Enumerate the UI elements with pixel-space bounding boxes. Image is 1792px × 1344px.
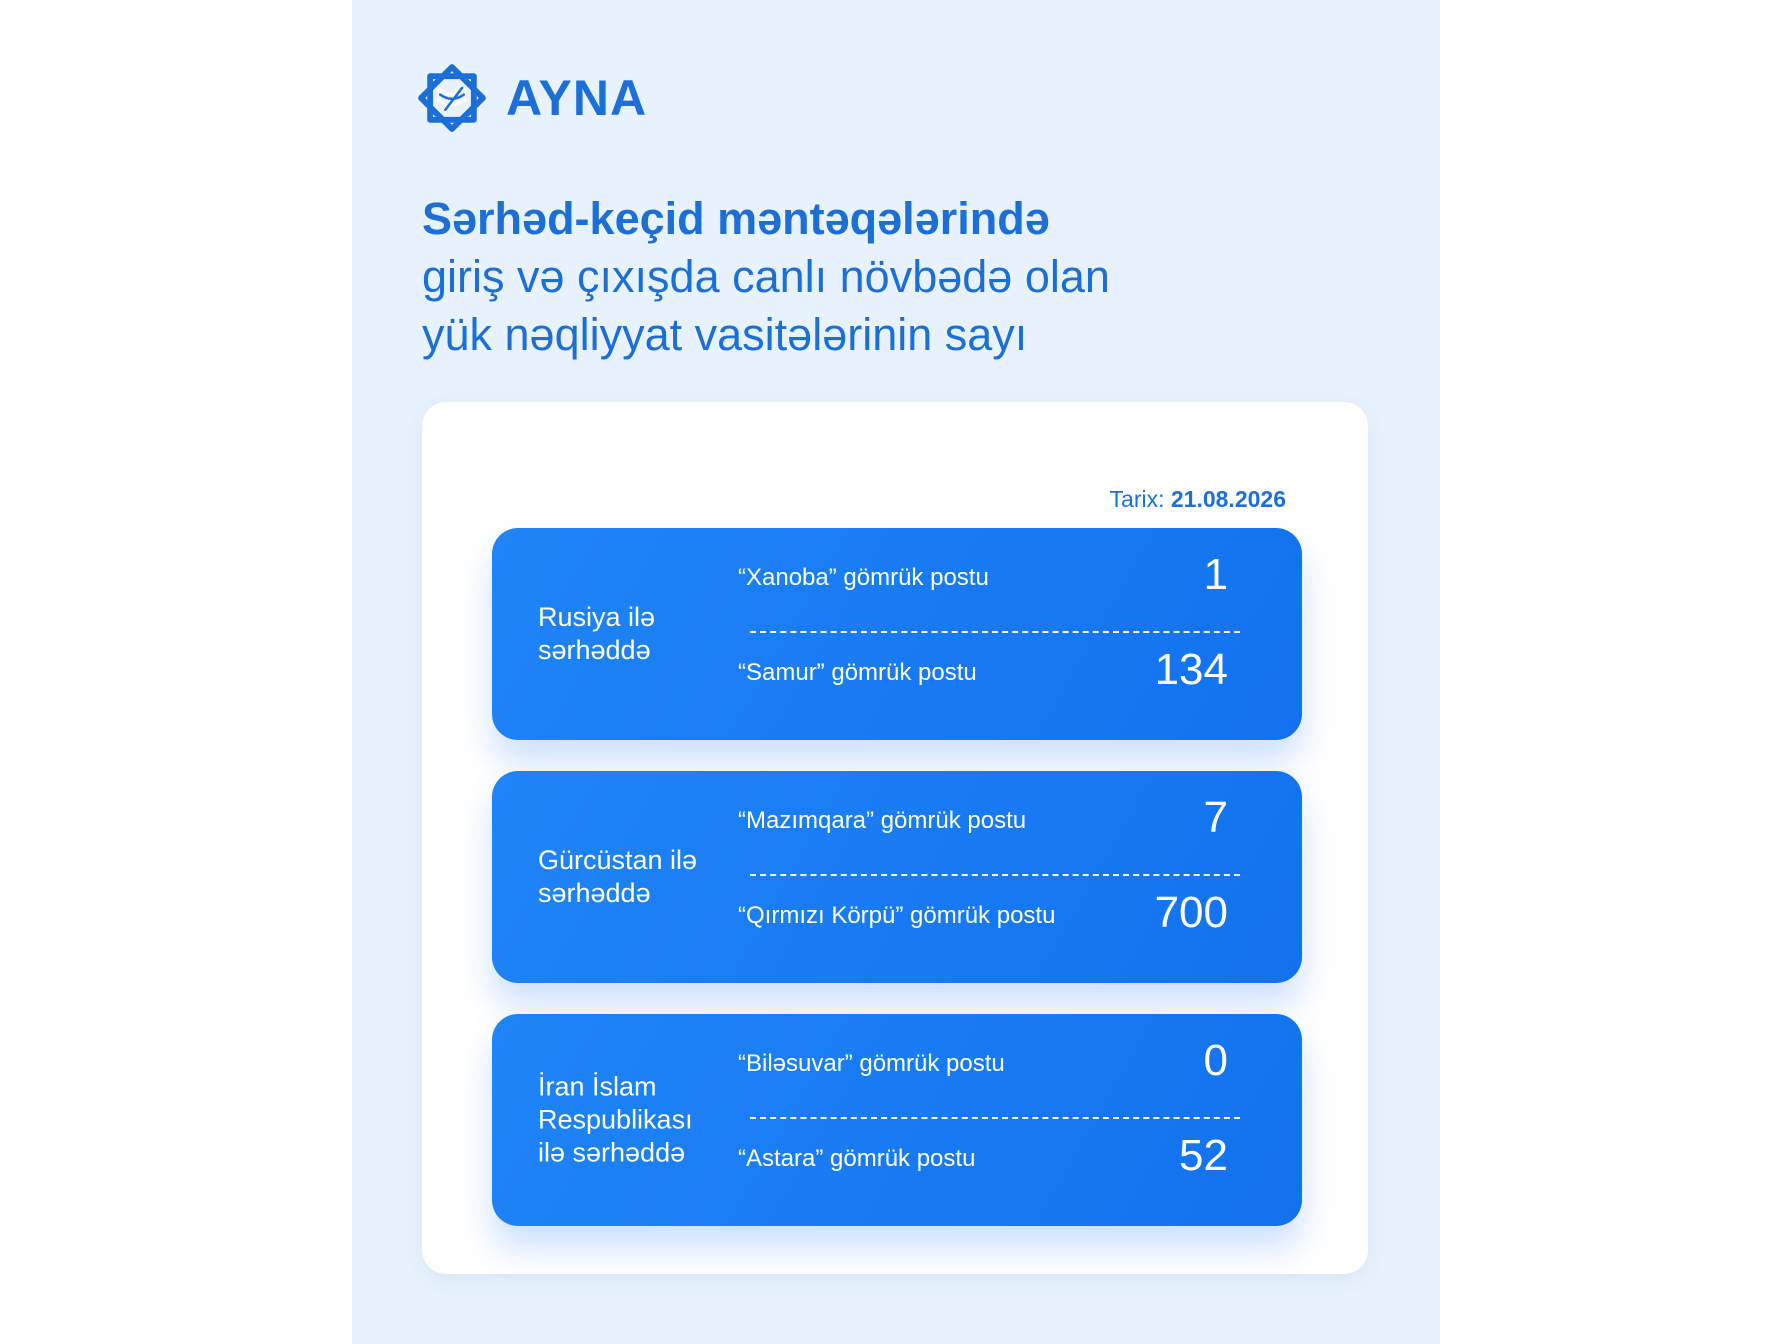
title-line-1: Sərhəd-keçid məntəqələrində [422, 193, 1050, 244]
brand-name: AYNA [506, 70, 648, 126]
border-name: İran İslam Respublikası ilə sərhəddə [538, 1071, 693, 1168]
date-label: Tarix: [1109, 486, 1165, 512]
post-label: “Qırmızı Körpü” gömrük postu [738, 902, 1056, 929]
border-name: Gürcüstan ilə sərhəddə [538, 845, 698, 908]
post-label: “Biləsuvar” gömrük postu [738, 1050, 1005, 1077]
dashed-divider [750, 631, 1240, 633]
post-count: 52 [1179, 1131, 1228, 1180]
post-count: 0 [1203, 1036, 1228, 1085]
poster [352, 0, 1440, 1344]
dashed-divider [750, 1117, 1240, 1119]
border-box-russia [492, 528, 1302, 740]
post-label: “Mazımqara” gömrük postu [738, 807, 1027, 834]
border-name: Rusiya ilə sərhəddə [538, 602, 656, 665]
post-count: 7 [1203, 793, 1228, 842]
info-card [422, 402, 1368, 1274]
date-line [1110, 486, 1286, 513]
border-box-iran [492, 1014, 1302, 1226]
post-count: 700 [1154, 888, 1228, 937]
title-line-3: yük nəqliyyat vasitələrinin sayı [422, 309, 1028, 360]
dashed-divider [750, 874, 1240, 876]
ayna-star-logo-icon [410, 56, 494, 140]
post-label: “Samur” gömrük postu [738, 659, 977, 686]
post-count: 134 [1154, 645, 1228, 694]
date-value: 21.08.2026 [1170, 486, 1286, 512]
post-label: “Xanoba” gömrük postu [738, 564, 989, 591]
page-title [422, 190, 1322, 364]
post-count: 1 [1203, 550, 1228, 599]
title-line-2: giriş və çıxışda canlı növbədə olan [422, 251, 1110, 302]
brand-logo [410, 56, 647, 140]
post-label: “Astara” gömrük postu [738, 1145, 976, 1172]
border-box-georgia [492, 771, 1302, 983]
